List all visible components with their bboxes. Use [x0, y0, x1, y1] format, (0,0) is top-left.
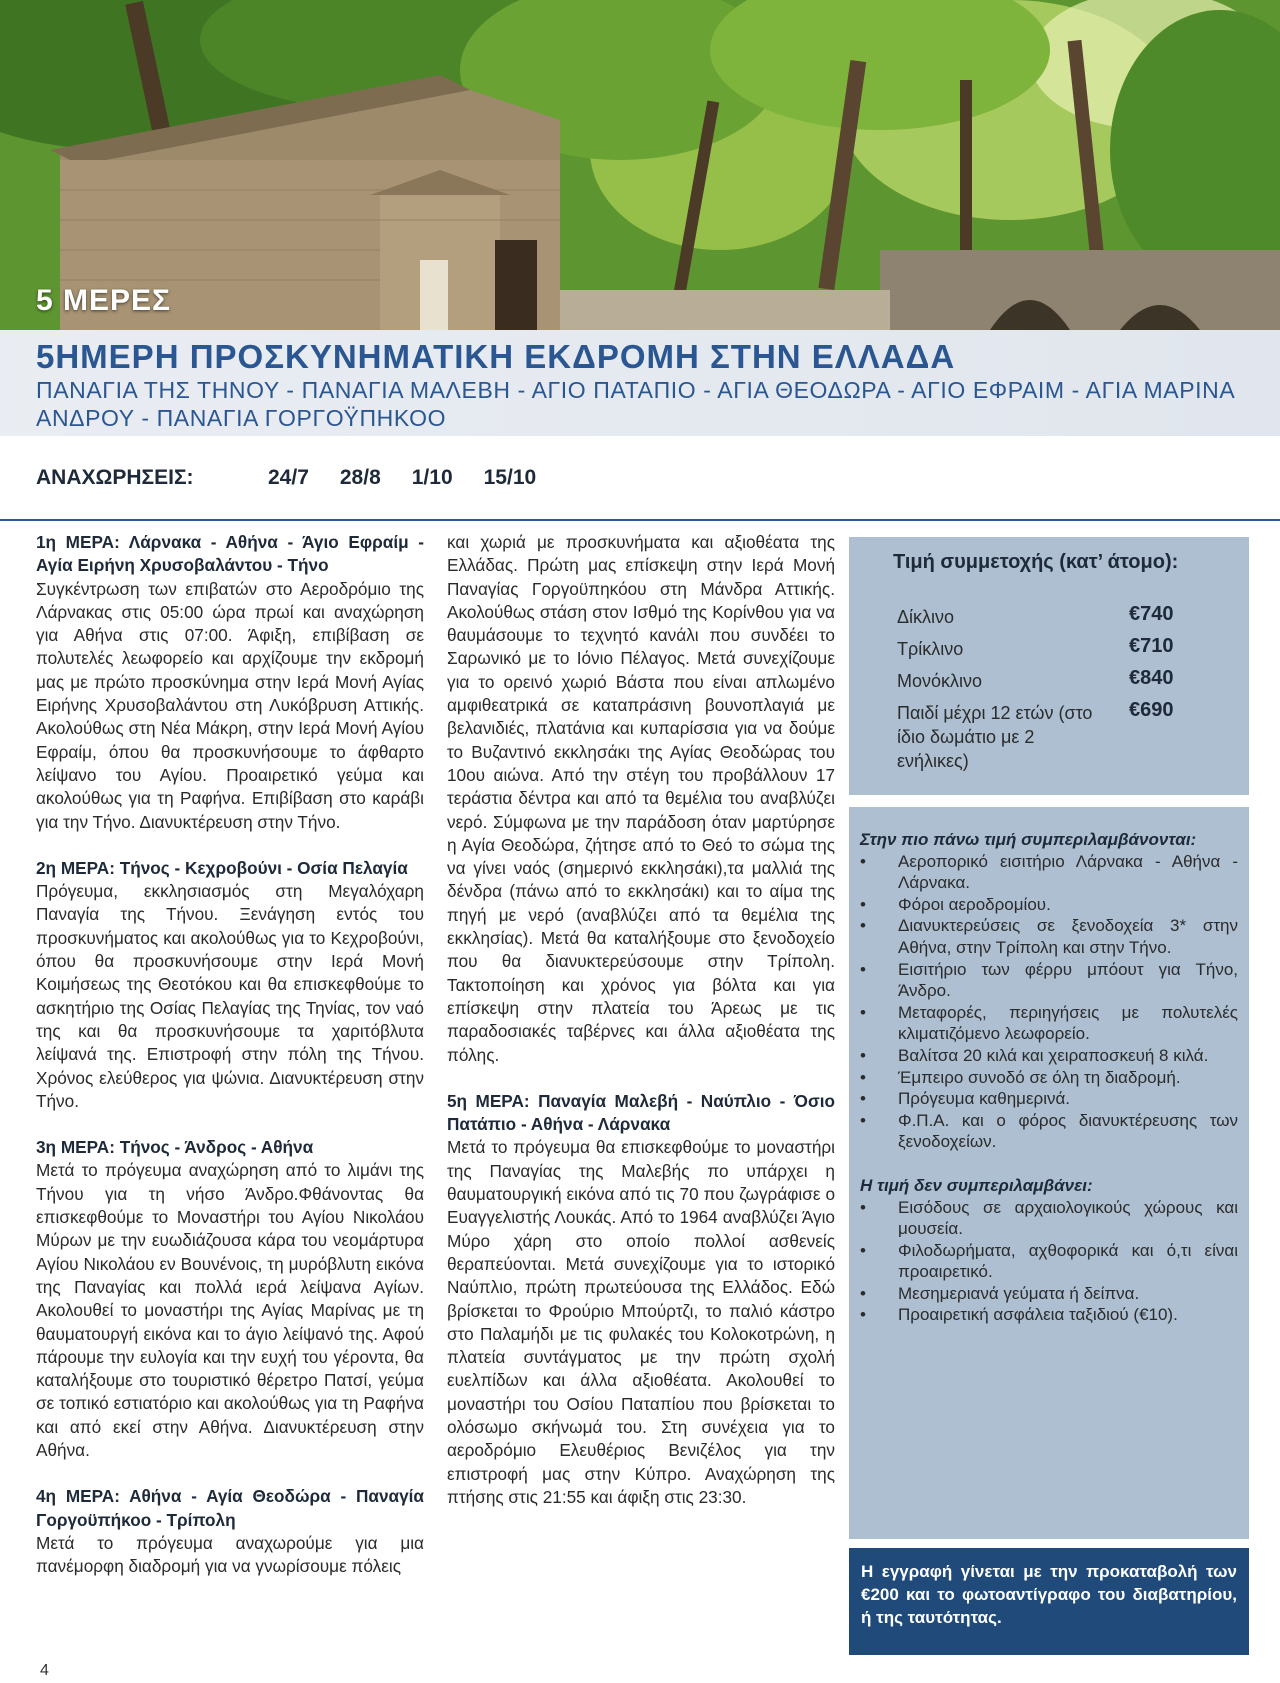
page-title: 5ΗΜΕΡΗ ΠΡΟΣΚΥΝΗΜΑΤΙΚΗ ΕΚΔΡΟΜΗ ΣΤΗΝ ΕΛΛΑΔΑ: [36, 338, 956, 375]
list-item: • Μεταφορές, περιηγήσεις με πολυτελές κλιματιζόμενο λεωφορείο.: [860, 1002, 1238, 1044]
inclusions-box: [849, 807, 1249, 1539]
price-label-single: Μονόκλινο: [897, 671, 983, 691]
excluded-list: [860, 1197, 1238, 1327]
day-4-heading: 4η ΜΕΡΑ: Αθήνα - Αγία Θεοδώρα - Παναγία Γοργοϋπήκοο - Τρίπολη: [36, 1486, 424, 1530]
list-item: • Προαιρετική ασφάλεια ταξιδιού (€10).: [860, 1305, 1178, 1325]
list-item: • Μεσημεριανά γεύματα ή δείπνα.: [860, 1283, 1140, 1303]
price-title: Τιμή συμμετοχής (κατ’ άτομο):: [893, 551, 1179, 573]
day-2-text: Πρόγευμα, εκκλησιασμός στη Μεγαλόχαρη Παναγία της Τήνου. Ξενάγηση εντός του προσκυνήματος και ακολούθως για το Κεχροβούνι, όπου θα προσκυνήσουμε στην Ιερά Μονή Κοιμήσεως της Θεοτόκου και θα επισκεφθούμε το ασκητήριο της Οσίας Πελαγίας της Τηνίας, τον ναό της και θα προσκυνήσουμε τα χαριτόβλυτα λείψανά της. Επιστροφή στην πόλη της Τήνου. Χρόνος ελεύθερος για ψώνια. Διανυκτέρευση στην Τήνο.: [36, 881, 424, 1111]
list-item: • Εισιτήριο των φέρρυ μπόουτ για Τήνο, Άνδρο.: [860, 959, 1238, 1001]
included-list: [860, 851, 1238, 1153]
price-box: [849, 537, 1249, 795]
day-4-text-continued: και χωριά με προσκυνήματα και αξιοθέατα της Ελλάδας. Πρώτη μας επίσκεψη στην Ιερά Μονή Παναγίας Γοργοϋπηκόου στη Μάνδρα Αττικής. Ακολούθως στάση στον Ισθμό της Κορίνθου για να θαυμάσουμε το τεχνητό κανάλι που συνδέει το Σαρωνικό με το Ιόνιο Πέλαγος. Μετά συνεχίζουμε για το ορεινό χωριό Βάστα που είναι απλωμένο αμφιθεατρικά σε καταπράσινη βουνοπλαγιά με βελανιδιές, πλατάνια και κυπαρίσσια για να δούμε το Βυζαντινό εκκλησάκι της Αγίας Θεοδώρας του 10ου αιώνα. Από την στέγη του προβάλλουν 17 τεράστια δέντρα και από τα θεμέλια του αναβλύζει νερό. Σύμφωνα με την παράδοση όταν μαρτύρησε η Αγία Θεοδώρα, ζήτησε από το Θεό το σώμα της να γίνει ναός (σημερινό εκκλησάκι),τα μαλλιά της δένδρα (πάνω από το εκκλησάκι) και το αίμα της πηγή με νερό (αναβλύζει από τα θεμέλια της εκκλησίας). Μετά θα καταλήξουμε στο ξενοδοχείο που θα διανυκτερεύσουμε στην Τρίπολη. Τακτοποίηση και χρόνος για βόλτα και για επίσκεψη στην πλατεία του Άρεως με τις παραδοσιακές ταβέρνες και άλλα αξιοθέατα της πόλης.: [447, 532, 835, 1065]
itinerary-column-2: [447, 531, 835, 1509]
excluded-title: Η τιμή δεν συμπεριλαμβάνει:: [860, 1175, 1093, 1195]
departure-date: 28/8: [339, 466, 381, 489]
list-item: • Φόροι αεροδρομίου.: [860, 894, 1051, 914]
included-title: Στην πιο πάνω τιμή συμπεριλαμβάνονται:: [860, 830, 1197, 849]
day-1-text: Συγκέντρωση των επιβατών στο Αεροδρόμιο της Λάρνακας στις 05:00 ώρα πρωί και αναχώρηση για Αθήνα στις 07:00. Άφιξη, επιβίβαση σε πολυτελές λεωφορείο και αρχίζουμε την εκδρομή μας με πρώτο προσκύνημα στην Ιερά Μονή Αγίας Ειρήνης Χρυσοβαλάντου στη Λυκόβρυση Αττικής. Ακολούθως στη Νέα Μάκρη, στην Ιερά Μονή Αγίου Εφραίμ, όπου θα προσκυνήσουμε το άφθαρτο λείψανο του Αγίου. Προαιρετικό γεύμα και ακολούθως για τη Ραφήνα. Επιβίβαση στο καράβι για την Τήνο. Διανυκτέρευση στην Τήνο.: [36, 578, 424, 832]
departures-label: ΑΝΑΧΩΡΗΣΕΙΣ:: [36, 466, 194, 489]
day-3-text: Μετά το πρόγευμα αναχώρηση από το λιμάνι της Τήνου για τη νήσο Άνδρο.Φθάνοντας θα επισκεφθούμε το Μοναστήρι του Αγίου Νικολάου Μύρων με την ευωδιάζουσα κάρα του νεομάρτυρα Αγίου Νικολάου εν Βουνένοις, τη μυρόβλυτη εικόνα της Παναγίας και πολλά ιερά λείψανα Αγίων. Ακολουθεί το μοναστήρι της Αγίας Μαρίνας με τη θαυματουργή εικόνα και το άγιο λείψανό της. Αφού πάρουμε την ευλογία και την ευχή του γέροντα, θα καταλήξουμε στο τουριστικό θέρετρο Πατσί, γεύμα σε τοπικό εστιατόριο και ακολούθως για τη Ραφήνα και από εκεί στην Αθήνα. Διανυκτέρευση στην Αθήνα.: [36, 1160, 424, 1460]
day-3-heading: 3η ΜΕΡΑ: Τήνος - Άνδρος - Αθήνα: [36, 1137, 314, 1158]
day-2-heading: 2η ΜΕΡΑ: Τήνος - Κεχροβούνι - Οσία Πελαγία: [36, 857, 408, 878]
day-1-heading: 1η ΜΕΡΑ: Λάρνακα - Αθήνα - Άγιο Εφραίμ - Αγία Ειρήνη Χρυσοβαλάντου - Τήνο: [36, 532, 424, 576]
day-4-text-start: Μετά το πρόγευμα αναχωρούμε για μια πανέμορφη διαδρομή για να γνωρίσουμε πόλεις: [36, 1532, 424, 1577]
hero-photo-illustration: [0, 0, 1280, 330]
price-label-child: Παιδί μέχρι 12 ετών (στο ίδιο δωμάτιο με 2 ενήλικες): [897, 703, 1093, 771]
departure-date: 24/7: [268, 466, 309, 489]
hero-image: [0, 0, 1280, 330]
list-item: • Βαλίτσα 20 κιλά και χειραποσκευή 8 κιλά.: [860, 1045, 1209, 1065]
page-number: 4: [40, 1662, 49, 1679]
day-5-text: Μετά το πρόγευμα θα επισκεφθούμε το μοναστήρι της Παναγίας της Μαλεβής πο υπάρχει η θαυματουργική εικόνα από τις 70 που ζωγράφισε ο Ευαγγελιστής Λουκάς. Από το 1964 αναβλύζει Άγιο Μύρο χάρη στο οποίο πολλοί ασθενείς θεραπεύονται. Μετά συνεχίζουμε για το ιστορικό Ναύπλιο, πρώτη πρωτεύουσα της Ελλάδος. Εδώ βρίσκεται το Φρούριο Μπούρτζι, το παλιό κάστρο στο Παλαμήδι με τις φυλακές του Κολοκοτρώνη, η πλατεία συντάγματος με την πρώτη σχολή ευελπίδων και άλλα αξιοθέατα. Ακολουθεί το μοναστήρι του Οσίου Παταπίου που βρίσκεται το ολόσωμο σκήνωμά του. Στη συνέχεια για το αεροδρόμιο Ελευθέριος Βενιζέλος για την επιστροφή μας στην Κύπρο. Αναχώρηση της πτήσης στις 21:55 και άφιξη στις 23:30.: [447, 1137, 835, 1507]
departure-date: 15/10: [483, 466, 537, 489]
price-label-double: Δίκλινο: [897, 607, 955, 627]
page-subtitle: ΠΑΝΑΓΙΑ ΤΗΣ ΤΗΝΟΥ - ΠΑΝΑΓΙΑ ΜΑΛΕΒΗ - ΑΓΙΟ ΠΑΤΑΠΙΟ - ΑΓΙΑ ΘΕΟΔΩΡΑ - ΑΓΙΟ ΕΦΡΑΙΜ - ΑΓΙΑ ΜΑΡΙΝΑ ΑΝΔΡΟΥ - ΠΑΝΑΓΙΑ ΓΟΡΓΟΫΠΗΚΟΟ: [36, 377, 1235, 431]
divider-line: [0, 519, 1280, 521]
list-item: • Διανυκτερεύσεις σε ξενοδοχεία 3* στην Αθήνα, στην Τρίπολη και στην Τήνο.: [860, 916, 1238, 957]
registration-box: [849, 1548, 1249, 1655]
list-item: • Φ.Π.Α. και ο φόρος διανυκτέρευσης των ξενοδοχείων.: [860, 1110, 1238, 1152]
itinerary-column-1: [36, 531, 424, 1578]
day-5-heading: 5η ΜΕΡΑ: Παναγία Μαλεβή - Ναύπλιο - Όσιο Πατάπιο - Αθήνα - Λάρνακα: [447, 1090, 835, 1135]
price-value-single: €840: [1129, 667, 1174, 689]
list-item: • Έμπειρο συνοδό σε όλη τη διαδρομή.: [860, 1067, 1181, 1087]
departures-row: [36, 466, 567, 490]
price-value-triple: €710: [1129, 635, 1174, 657]
trip-duration-label: 5 ΜΕΡΕΣ: [36, 284, 172, 317]
list-item: • Εισόδους σε αρχαιολογικούς χώρους και μουσεία.: [860, 1197, 1238, 1239]
list-item: • Αεροπορικό εισιτήριο Λάρνακα - Αθήνα - Λάρνακα.: [860, 851, 1238, 893]
list-item: • Φιλοδωρήματα, αχθοφορικά και ό,τι είναι προαιρετικό.: [860, 1240, 1238, 1282]
price-value-child: €690: [1129, 699, 1174, 721]
price-label-triple: Τρίκλινο: [897, 639, 964, 659]
departure-date: 1/10: [411, 466, 453, 489]
list-item: • Πρόγευμα καθημερινά.: [860, 1089, 1071, 1109]
registration-text: Η εγγραφή γίνεται με την προκαταβολή των €200 και το φωτοαντίγραφο του διαβατηρίου, ή της ταυτότητας.: [861, 1562, 1237, 1627]
price-value-double: €740: [1129, 603, 1174, 625]
